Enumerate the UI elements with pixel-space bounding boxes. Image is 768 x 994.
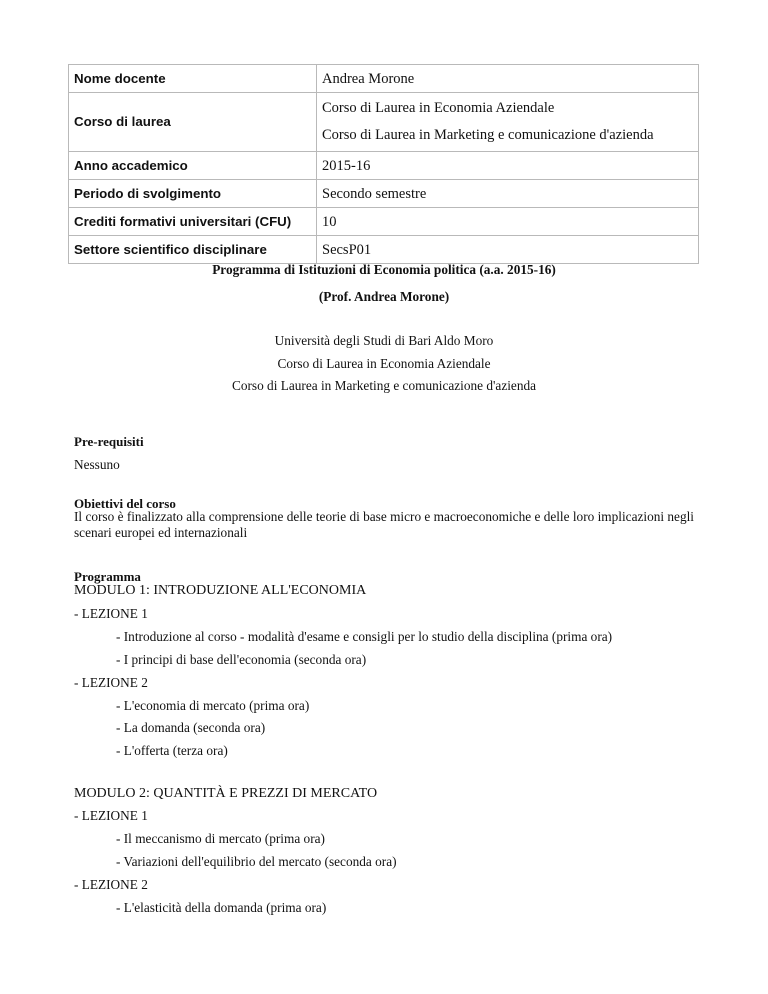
table-row xyxy=(69,65,699,93)
table-row xyxy=(69,208,699,236)
table-label: Corso di laurea xyxy=(69,93,317,152)
table-label: Nome docente xyxy=(69,65,317,93)
obiettivi-text: Il corso è finalizzato alla comprensione delle teorie di base micro e macroeconomiche e delle loro implicazioni negli scenari europei ed internazionali xyxy=(74,509,694,540)
list-item: - L'offerta (terza ora) xyxy=(116,743,228,758)
course-line-economia: Corso di Laurea in Economia Aziendale xyxy=(277,356,491,371)
table-value: Andrea Morone xyxy=(317,65,699,93)
list-item: - I principi di base dell'economia (seconda ora) xyxy=(116,652,367,667)
course-line-2: Corso di Laurea in Marketing e comunicazione d'azienda xyxy=(322,127,654,143)
prerequisiti-heading: Pre-requisiti xyxy=(74,434,144,449)
modulo-1-lezione-1: - LEZIONE 1 xyxy=(74,606,148,621)
table-label: Anno accademico xyxy=(69,152,317,180)
table-label: Settore scientifico disciplinare xyxy=(69,236,317,264)
list-item: - L'economia di mercato (prima ora) xyxy=(116,698,310,713)
programma-heading: Programma xyxy=(74,569,141,584)
program-title: Programma di Istituzioni di Economia politica (a.a. 2015-16) xyxy=(212,262,556,277)
modulo-2-lezione-2: - LEZIONE 2 xyxy=(74,877,148,892)
table-row xyxy=(69,236,699,264)
university-line: Università degli Studi di Bari Aldo Moro xyxy=(274,333,494,348)
modulo-2-title: MODULO 2: QUANTITÀ E PREZZI DI MERCATO xyxy=(74,786,378,801)
list-item: - La domanda (seconda ora) xyxy=(116,720,266,735)
table-value xyxy=(317,93,699,152)
table-value: 2015-16 xyxy=(317,152,699,180)
table-label: Crediti formativi universitari (CFU) xyxy=(69,208,317,236)
table-row xyxy=(69,93,699,152)
table-row xyxy=(69,180,699,208)
professor-line: (Prof. Andrea Morone) xyxy=(318,289,450,304)
table-label: Periodo di svolgimento xyxy=(69,180,317,208)
modulo-1-lezione-2: - LEZIONE 2 xyxy=(74,675,148,690)
list-item: - Introduzione al corso - modalità d'esame e consigli per lo studio della disciplina (prima ora) xyxy=(116,629,613,644)
modulo-2-lezione-1: - LEZIONE 1 xyxy=(74,808,148,823)
table-value: SecsP01 xyxy=(317,236,699,264)
prerequisiti-text: Nessuno xyxy=(74,457,120,472)
course-info-table xyxy=(68,64,699,264)
table-value: Secondo semestre xyxy=(317,180,699,208)
list-item: - Variazioni dell'equilibrio del mercato (seconda ora) xyxy=(116,854,397,869)
course-line-1: Corso di Laurea in Economia Aziendale xyxy=(322,100,555,116)
table-row xyxy=(69,152,699,180)
course-line-marketing: Corso di Laurea in Marketing e comunicazione d'azienda xyxy=(231,378,537,393)
table-value: 10 xyxy=(317,208,699,236)
list-item: - L'elasticità della domanda (prima ora) xyxy=(116,900,327,915)
list-item: - Il meccanismo di mercato (prima ora) xyxy=(116,831,325,846)
modulo-1-title: MODULO 1: INTRODUZIONE ALL'ECONOMIA xyxy=(74,583,367,598)
obiettivi-heading: Obiettivi del corso xyxy=(74,496,176,511)
